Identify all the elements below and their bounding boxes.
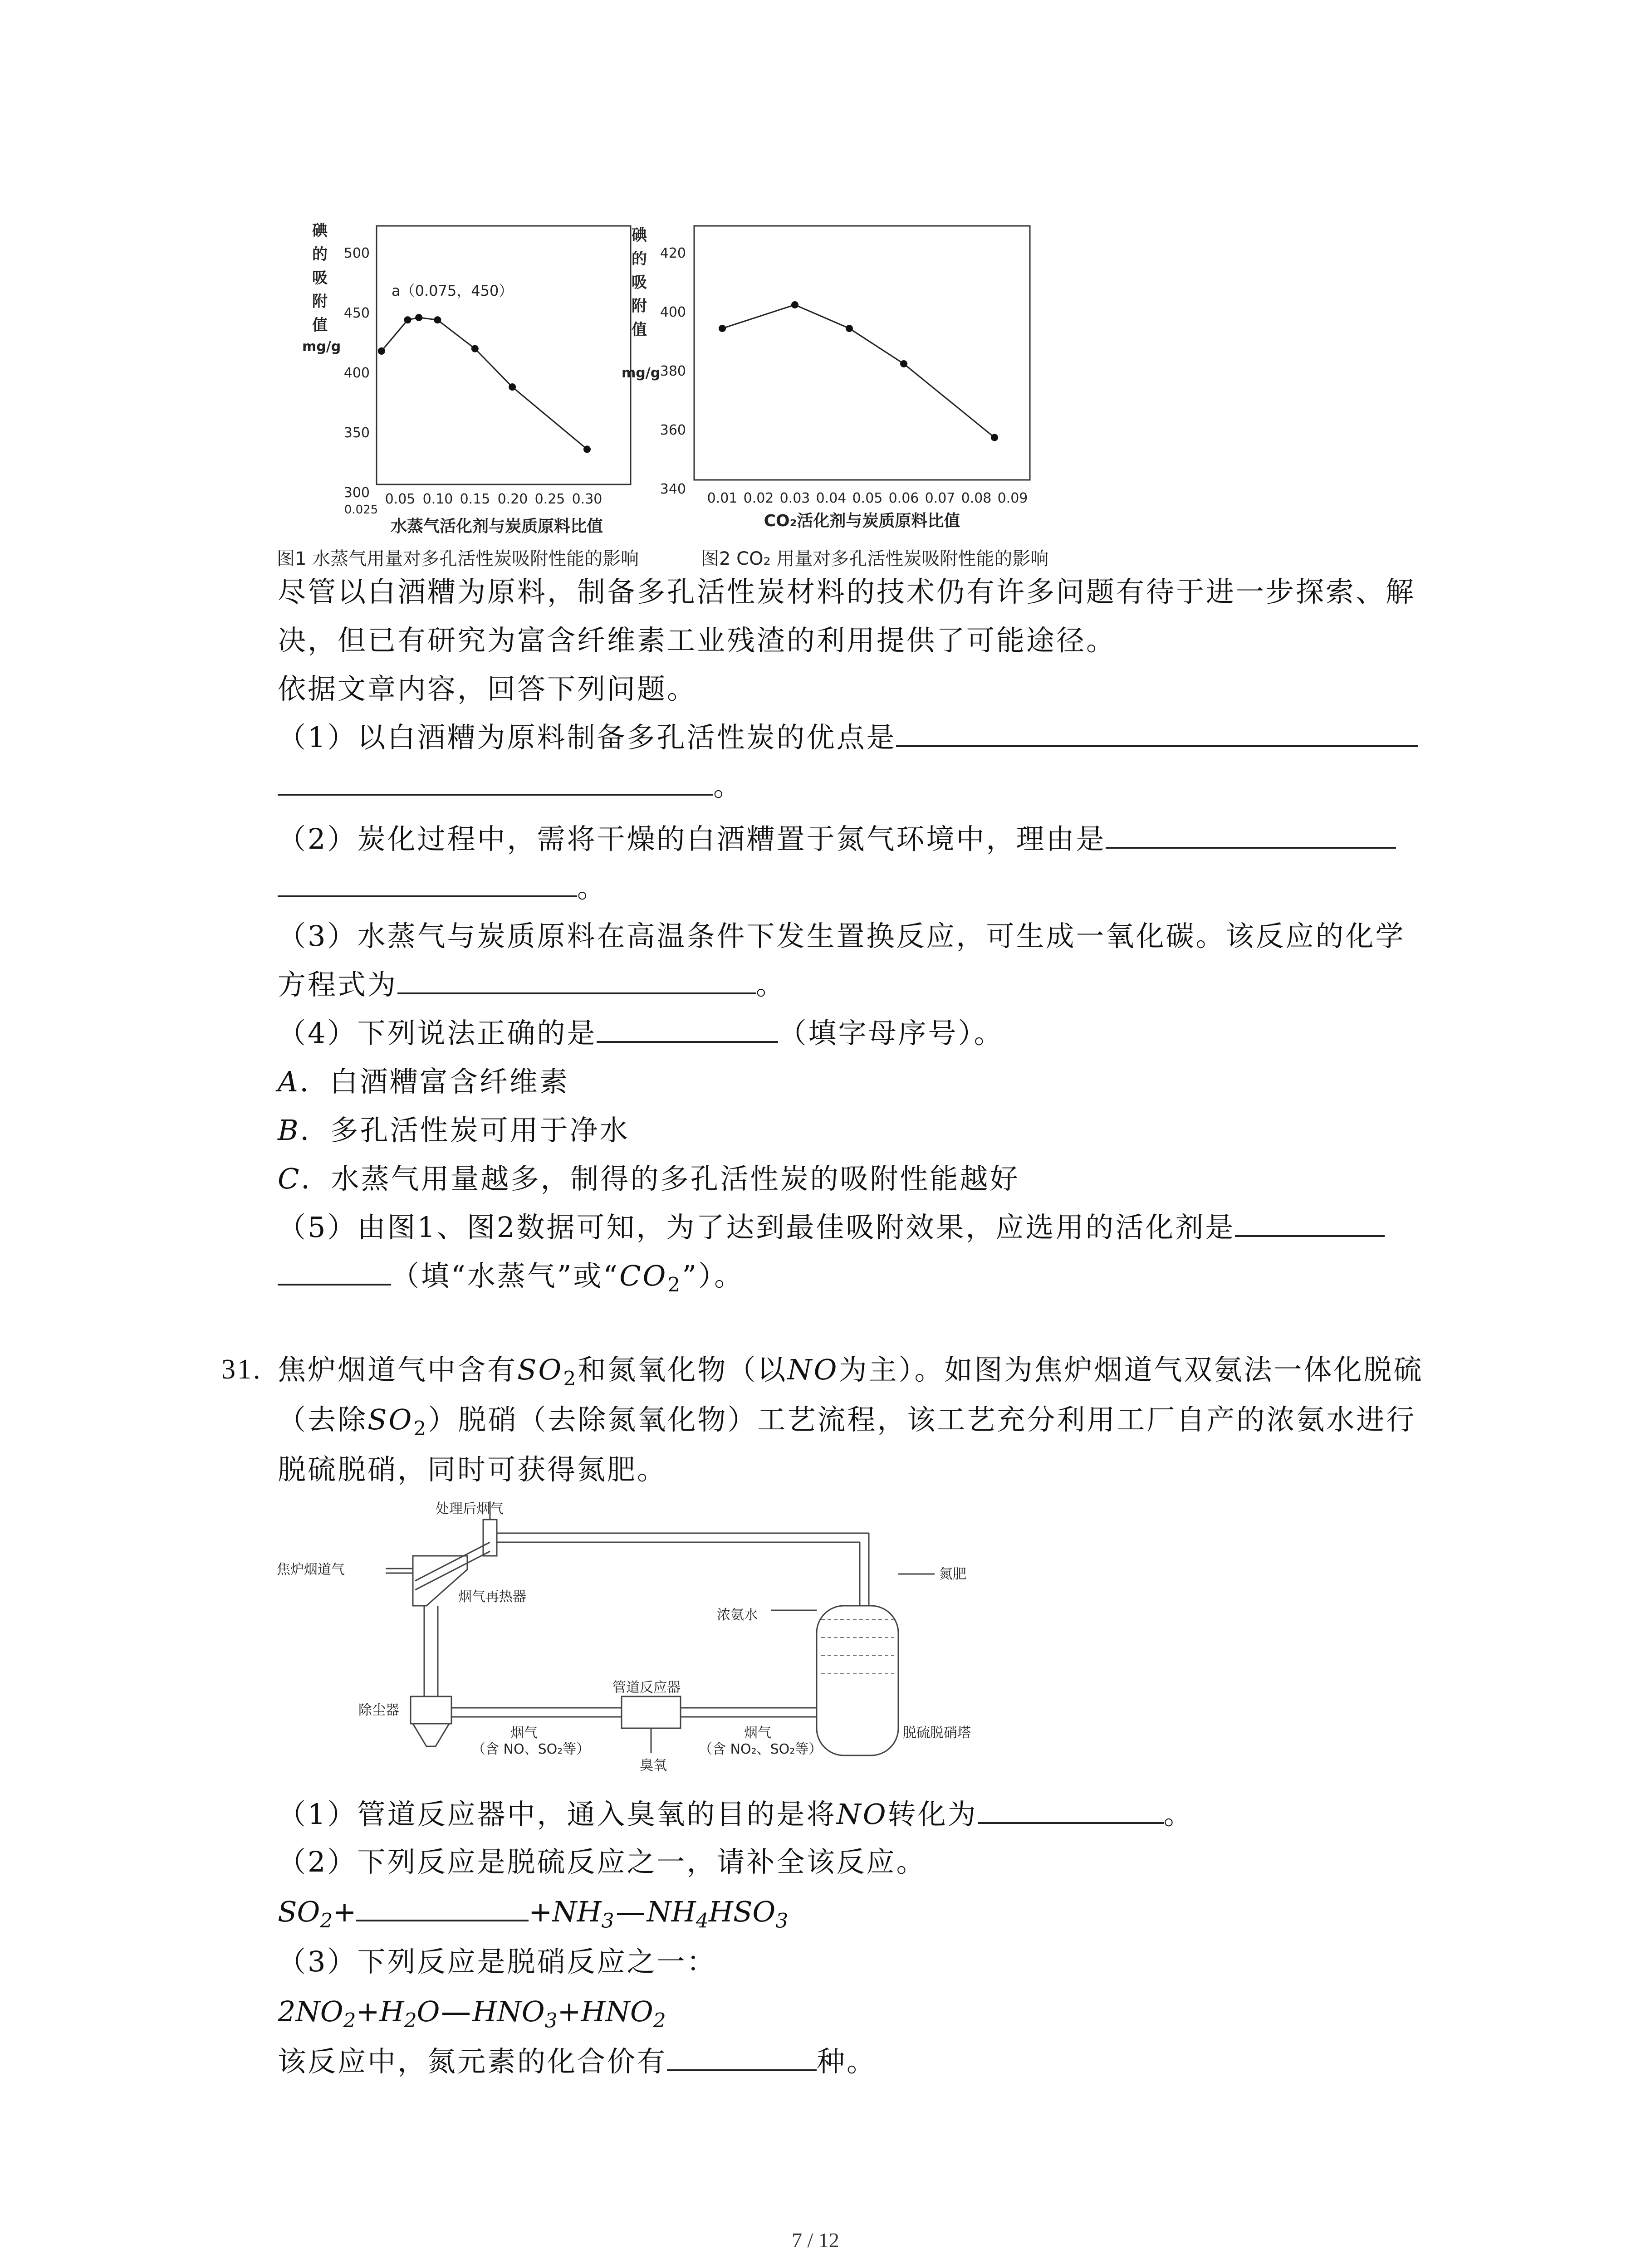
sub-question-3: （3）下列反应是脱硝反应之一：: [278, 1945, 717, 1978]
answer-blank[interactable]: [978, 1818, 1164, 1824]
equation-1: [278, 1889, 788, 1937]
fig1-annotation: a（0.075，450）: [392, 282, 514, 299]
fig1-yticks: [344, 245, 370, 501]
answer-blank[interactable]: [896, 741, 1418, 747]
process-flow-diagram: [277, 1501, 1021, 1774]
fig2-ytick: 380: [660, 363, 686, 379]
text-run: 焦炉烟道气中含有: [278, 1353, 518, 1386]
fig1-ytick: 500: [343, 245, 370, 261]
data-point: [415, 314, 422, 321]
option-letter: C: [278, 1162, 301, 1195]
option-letter: A: [278, 1065, 300, 1098]
fig2-ytick: 420: [660, 245, 686, 261]
label-reheater: 烟气再热器: [458, 1589, 526, 1605]
fig2-ytick: 340: [660, 481, 686, 497]
fig1-xticks: [344, 491, 603, 517]
fig1-ylabel-char: 值: [312, 316, 328, 334]
question-1-cont: [278, 763, 743, 808]
question-4: [278, 1011, 1004, 1056]
option-c: [278, 1156, 1019, 1201]
text-run: 和氮氧化物（以: [578, 1353, 788, 1386]
subscript: 2: [667, 1273, 682, 1297]
label-gas-1: 烟气: [510, 1725, 538, 1741]
formula-so2: SO: [367, 1403, 414, 1436]
fig2-ylabel-unit: mg/g: [622, 365, 661, 381]
fig1-series-line: [382, 318, 587, 449]
fig2-xtick: 0.01: [707, 490, 738, 506]
fig1-ytick: 300: [343, 485, 370, 501]
formula-co2: CO: [619, 1259, 668, 1292]
fig2-ylabel-char: 碘: [632, 226, 647, 244]
text-run: 转化为: [887, 1798, 978, 1831]
question-5-cont: [278, 1253, 744, 1301]
fig2-ytick: 360: [660, 422, 686, 438]
label-conc-ammonia: 浓氨水: [717, 1607, 758, 1623]
fig1-xtick: 0.20: [497, 491, 528, 507]
fig1-xtick: 0.25: [534, 491, 565, 507]
formula-no: NO: [787, 1353, 839, 1386]
sub-question-1: [278, 1792, 1194, 1837]
paragraph-line: 决，但已有研究为富含纤维素工业残渣的利用提供了可能途径。: [278, 624, 1117, 657]
question-3: （3）水蒸气与炭质原料在高温条件下发生置换反应，可生成一氧化碳。该反应的化学: [278, 919, 1406, 953]
fig1-caption: 图1 水蒸气用量对多孔活性炭吸附性能的影响: [277, 548, 639, 569]
data-point: [434, 316, 441, 323]
fig2-points: [719, 301, 998, 441]
data-point: [791, 301, 798, 308]
fig1-xtick: 0.05: [385, 491, 416, 507]
sub-question-2: （2）下列反应是脱硫反应之一，请补全该反应。: [278, 1845, 926, 1878]
fig2-xtick: 0.06: [888, 490, 919, 506]
equation-2: [278, 1989, 666, 2037]
label-flue-gas: 焦炉烟道气: [277, 1562, 345, 1578]
label-gas-2: 烟气: [744, 1725, 771, 1741]
fig2-ylabel-char: 附: [632, 297, 647, 315]
option-text: ．水蒸气用量越多，制得的多孔活性炭的吸附性能越好: [301, 1162, 1020, 1195]
answer-blank[interactable]: [278, 789, 713, 796]
data-point: [583, 445, 591, 453]
subscript: 3: [775, 1909, 789, 1933]
subscript: 3: [544, 2009, 558, 2033]
question-4-tail: （填字母序号）。: [778, 1017, 1004, 1050]
fig1-ylabel-char: 吸: [312, 269, 328, 287]
fig2-ytick: 400: [660, 304, 686, 320]
fig2-xticks: [707, 490, 1028, 506]
fig2-ylabel-char: 值: [632, 321, 647, 339]
option-text: ．白酒糟富含纤维素: [299, 1065, 569, 1098]
answer-blank[interactable]: [397, 988, 756, 994]
fig2-xtick: 0.08: [961, 490, 992, 506]
option-b: [278, 1108, 630, 1153]
fig1-points: [378, 314, 591, 453]
subscript: 2: [653, 2009, 666, 2033]
label-dust-remover: 除尘器: [358, 1702, 399, 1718]
data-point: [378, 347, 385, 355]
subscript: 2: [320, 1909, 333, 1933]
answer-blank[interactable]: [1235, 1231, 1385, 1237]
subscript: 4: [696, 1909, 709, 1933]
answer-blank[interactable]: [356, 1915, 529, 1921]
answer-blank[interactable]: [1106, 842, 1396, 849]
figure-2-chart: [617, 213, 1053, 540]
fig2-caption: 图2 CO₂ 用量对多孔活性炭吸附性能的影响: [701, 548, 1049, 569]
fig2-yticks: [660, 245, 686, 497]
data-point: [719, 325, 726, 332]
eq-term: HNO: [472, 1995, 545, 2028]
fig1-ylabel-char: 附: [312, 293, 328, 311]
eq-term: +NH: [529, 1895, 602, 1928]
fig1-ytick: 450: [343, 305, 370, 321]
label-gas-1-content: （含 NO、SO₂等）: [472, 1741, 590, 1757]
question-3-text: 方程式为: [278, 968, 398, 1001]
question-2-cont: [278, 865, 607, 910]
fig1-ytick: 350: [343, 425, 370, 441]
subscript: 2: [413, 1417, 428, 1441]
fig1-ytick: 400: [343, 365, 370, 381]
text-run: （1）管道反应器中，通入臭氧的目的是将: [278, 1798, 837, 1831]
text-run: ）脱硝（去除氮氧化物）工艺流程，该工艺充分利用工厂自产的浓氨水进行: [428, 1403, 1416, 1436]
formula-no: NO: [836, 1798, 888, 1831]
equals-sign: [617, 1913, 644, 1915]
fig2-ylabel: [622, 226, 660, 381]
period: 。: [756, 968, 786, 1001]
fig2-xlabel: CO₂活化剂与炭质原料比值: [764, 512, 960, 530]
subscript: 2: [343, 2009, 356, 2033]
answer-blank[interactable]: [278, 1279, 391, 1286]
question-3-cont: [278, 962, 786, 1007]
text-run: 该反应中，氮元素的化合价有: [278, 2045, 667, 2078]
data-point: [471, 345, 479, 352]
answer-blank[interactable]: [597, 1036, 778, 1043]
fig2-xtick: 0.04: [816, 490, 847, 506]
formula-so2: SO: [517, 1353, 563, 1386]
fig2-xtick: 0.03: [779, 490, 810, 506]
label-tower: 脱硫脱硝塔: [903, 1725, 971, 1741]
eq-term: NH: [647, 1895, 696, 1928]
period: 。: [713, 769, 744, 802]
option-text: ．多孔活性炭可用于净水: [300, 1114, 630, 1147]
fig2-xtick: 0.07: [925, 490, 955, 506]
question-31-line2: [278, 1397, 1416, 1445]
data-point: [846, 325, 853, 332]
fig2-ylabel-char: 的: [632, 250, 647, 268]
text-run: （去除: [278, 1403, 368, 1436]
data-point: [509, 383, 516, 391]
page-number: 7 / 12: [792, 2229, 839, 2252]
text-run: 为主）。如图为焦炉烟道气双氨法一体化脱硫: [838, 1353, 1424, 1386]
eq-term: +HNO: [557, 1995, 653, 2028]
subscript: 2: [563, 1367, 578, 1391]
label-fertilizer: 氮肥: [939, 1566, 966, 1582]
eq-term: HSO: [708, 1895, 776, 1928]
option-letter: B: [278, 1114, 300, 1147]
question-5-tail: （填“水蒸气”或“: [391, 1259, 620, 1292]
label-gas-2-content: （含 NO₂、SO₂等）: [699, 1741, 823, 1757]
period: 。: [577, 871, 607, 904]
question-31-line3: 脱硫脱硝，同时可获得氮肥。: [278, 1453, 667, 1486]
subscript: 2: [404, 2009, 417, 2033]
label-ozone: 臭氧: [640, 1758, 667, 1774]
paragraph-line: 依据文章内容，回答下列问题。: [278, 672, 697, 705]
question-5-text: （5）由图1、图2数据可知，为了达到最佳吸附效果，应选用的活化剂是: [278, 1211, 1235, 1244]
question-31-line1: [278, 1347, 1423, 1395]
fig1-ylabel-unit: mg/g: [302, 339, 341, 355]
fig2-xtick: 0.05: [852, 490, 883, 506]
fig2-ylabel-char: 吸: [632, 274, 647, 292]
fig2-xtick: 0.09: [997, 490, 1028, 506]
data-point: [900, 360, 907, 367]
question-4-text: （4）下列说法正确的是: [278, 1017, 597, 1050]
question-1: [278, 715, 1418, 760]
period: 。: [1163, 1798, 1194, 1831]
fig1-ylabel-char: 碘: [312, 222, 328, 240]
fig2-xtick: 0.02: [743, 490, 774, 506]
data-point: [404, 316, 411, 323]
subscript: 3: [601, 1909, 614, 1933]
question-1-text: （1）以白酒糟为原料制备多孔活性炭的优点是: [278, 721, 896, 754]
option-a: [278, 1059, 569, 1104]
label-pipe-reactor: 管道反应器: [612, 1680, 681, 1696]
fig1-xtick: 0.30: [572, 491, 603, 507]
question-31-number: 31.: [221, 1354, 262, 1385]
label-treated-gas: 处理后烟气: [436, 1501, 504, 1517]
data-point: [991, 434, 998, 441]
eq-term: +: [333, 1895, 357, 1928]
figure-1-chart: [272, 209, 635, 535]
question-2: [278, 816, 1396, 861]
paragraph-line: 尽管以白酒糟为原料，制备多孔活性炭材料的技术仍有许多问题有待于进一步探索、解: [278, 575, 1416, 608]
fig2-series-line: [722, 305, 994, 438]
fig1-xtick: 0.10: [422, 491, 453, 507]
question-2-text: （2）炭化过程中，需将干燥的白酒糟置于氮气环境中，理由是: [278, 822, 1106, 855]
question-5: [278, 1205, 1385, 1250]
fig1-ylabel: [302, 222, 341, 355]
fig1-xtick: 0.025: [344, 503, 378, 517]
answer-blank[interactable]: [667, 2065, 817, 2071]
question-5-tail-end: ”）。: [682, 1259, 745, 1292]
eq-term: SO: [278, 1895, 320, 1928]
sub-question-3-ask: [278, 2039, 877, 2084]
eq-term: O: [416, 1995, 440, 2028]
eq-term: 2NO: [278, 1995, 343, 2028]
answer-blank[interactable]: [278, 891, 577, 897]
eq-term: +H: [356, 1995, 404, 2028]
fig1-xlabel: 水蒸气活化剂与炭质原料比值: [390, 517, 603, 535]
text-run: 种。: [817, 2045, 877, 2078]
equals-sign: [442, 2013, 470, 2015]
fig1-xtick: 0.15: [460, 491, 490, 507]
fig1-ylabel-char: 的: [312, 245, 328, 264]
